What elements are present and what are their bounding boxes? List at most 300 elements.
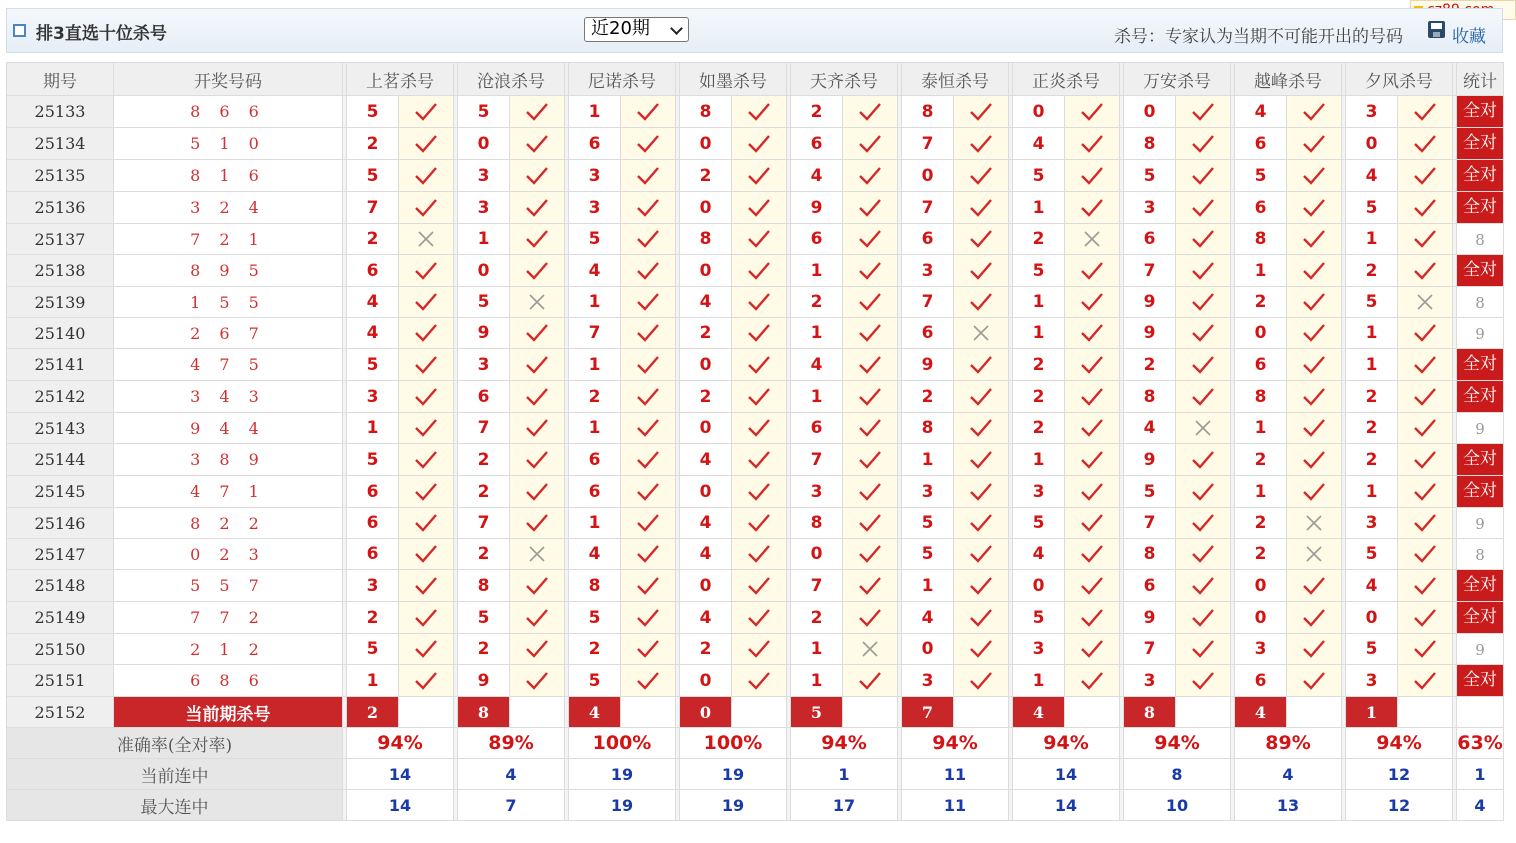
hit-count: 9 [1475, 324, 1485, 343]
draw-number-cell: 3 4 3 [114, 381, 343, 413]
check-mark-icon [621, 634, 676, 665]
kill-number-cell: 2 [791, 602, 843, 634]
kill-number-cell: 3 [791, 476, 843, 508]
kill-number-cell: 8 [1124, 128, 1176, 160]
kill-number-cell: 0 [1013, 570, 1065, 602]
check-mark-icon [621, 192, 676, 224]
all-correct-badge: 全对 [1457, 476, 1503, 507]
stat-cell [1457, 413, 1504, 444]
kill-number-cell: 8 [902, 413, 954, 444]
kill-number-cell: 4 [680, 539, 732, 570]
check-mark-icon [399, 508, 454, 539]
kill-number-cell: 3 [902, 476, 954, 508]
kill-number-cell: 2 [1235, 287, 1287, 318]
check-mark-icon [399, 192, 454, 224]
kill-number-cell: 9 [1124, 318, 1176, 349]
draw-number-cell: 8 2 2 [114, 508, 343, 539]
period-select[interactable] [584, 17, 689, 42]
check-mark-icon [399, 381, 454, 413]
check-mark-icon [621, 381, 676, 413]
check-mark-icon [732, 349, 787, 381]
check-mark-icon [399, 96, 454, 128]
check-mark-icon [510, 224, 565, 255]
check-mark-icon [1065, 192, 1120, 224]
kill-number-cell: 2 [791, 287, 843, 318]
check-mark-icon [1398, 634, 1453, 665]
kill-number-cell: 2 [458, 476, 510, 508]
kill-number-cell: 0 [1124, 96, 1176, 128]
kill-number-cell: 1 [569, 349, 621, 381]
check-mark-icon [843, 255, 898, 287]
check-mark-icon [1176, 476, 1231, 508]
column-header-issue: 期号 [7, 63, 114, 96]
draw-number-cell: 9 4 4 [114, 413, 343, 444]
kill-number-cell: 5 [347, 96, 399, 128]
kill-number-cell: 2 [347, 224, 399, 255]
accuracy-value: 89% [1235, 728, 1342, 759]
empty-cell [954, 697, 1009, 728]
check-mark-icon [1287, 413, 1342, 444]
check-mark-icon [1398, 128, 1453, 160]
kill-number-cell: 1 [1013, 287, 1065, 318]
kill-number-cell: 2 [1013, 413, 1065, 444]
streak-value: 19 [680, 759, 787, 790]
kill-number-cell: 7 [791, 444, 843, 476]
check-mark-icon [1398, 349, 1453, 381]
check-mark-icon [1287, 192, 1342, 224]
check-mark-icon [621, 508, 676, 539]
draw-number-cell: 8 6 6 [114, 96, 343, 128]
all-correct-badge: 全对 [1457, 255, 1503, 286]
kill-number-cell: 0 [680, 128, 732, 160]
kill-number-cell: 5 [1013, 602, 1065, 634]
draw-number-cell: 8 9 5 [114, 255, 343, 287]
check-mark-icon [954, 634, 1009, 665]
streak-value: 1 [791, 759, 898, 790]
kill-number-table [6, 62, 1504, 821]
kill-number-cell: 0 [458, 255, 510, 287]
issue-cell: 25149 [7, 602, 114, 634]
check-mark-icon [732, 192, 787, 224]
check-mark-icon [621, 255, 676, 287]
streak-value: 11 [902, 790, 1009, 821]
check-mark-icon [732, 318, 787, 349]
check-mark-icon [1287, 349, 1342, 381]
current-kill-number: 7 [902, 697, 954, 728]
table-row [7, 96, 1504, 128]
check-mark-icon [954, 255, 1009, 287]
all-correct-badge: 全对 [1457, 349, 1503, 380]
current-kill-number: 0 [680, 697, 732, 728]
kill-number-cell: 6 [569, 128, 621, 160]
current-kill-number: 1 [1346, 697, 1398, 728]
cross-mark-icon [954, 318, 1009, 349]
cross-mark-icon [1176, 413, 1231, 444]
kill-number-cell: 7 [902, 192, 954, 224]
kill-number-cell: 6 [902, 224, 954, 255]
all-correct-badge: 全对 [1457, 192, 1503, 223]
check-mark-icon [399, 287, 454, 318]
draw-number-cell: 3 2 4 [114, 192, 343, 224]
kill-number-cell: 9 [1124, 287, 1176, 318]
stat-cell [1457, 444, 1504, 476]
streak-value: 14 [347, 790, 454, 821]
check-mark-icon [399, 634, 454, 665]
streak-value: 8 [1124, 759, 1231, 790]
kill-number-cell: 5 [1346, 287, 1398, 318]
kill-number-cell: 1 [1346, 349, 1398, 381]
kill-number-cell: 1 [1235, 413, 1287, 444]
kill-number-cell: 7 [458, 508, 510, 539]
kill-number-cell: 9 [791, 192, 843, 224]
column-header-expert: 夕风杀号 [1346, 63, 1453, 96]
kill-number-cell: 1 [347, 665, 399, 697]
kill-number-cell: 6 [902, 318, 954, 349]
kill-number-cell: 3 [1235, 634, 1287, 665]
kill-number-cell: 2 [680, 160, 732, 192]
check-mark-icon [954, 665, 1009, 697]
check-mark-icon [1065, 96, 1120, 128]
table-row [7, 160, 1504, 192]
kill-number-cell: 0 [902, 634, 954, 665]
check-mark-icon [621, 444, 676, 476]
kill-number-cell: 7 [458, 413, 510, 444]
column-header-expert: 越峰杀号 [1235, 63, 1342, 96]
kill-number-cell: 5 [1013, 160, 1065, 192]
kill-number-cell: 1 [791, 665, 843, 697]
check-mark-icon [1176, 287, 1231, 318]
check-mark-icon [954, 192, 1009, 224]
current-kill-number: 4 [1235, 697, 1287, 728]
check-mark-icon [399, 349, 454, 381]
check-mark-icon [954, 602, 1009, 634]
issue-cell: 25151 [7, 665, 114, 697]
kill-number-cell: 4 [347, 318, 399, 349]
kill-number-cell: 1 [1013, 318, 1065, 349]
kill-number-cell: 5 [347, 444, 399, 476]
kill-number-cell: 7 [569, 318, 621, 349]
column-header-expert: 上茗杀号 [347, 63, 454, 96]
table-row [7, 476, 1504, 508]
kill-number-cell: 5 [1346, 192, 1398, 224]
summary-row [7, 790, 1504, 821]
check-mark-icon [843, 413, 898, 444]
kill-number-cell: 0 [1013, 96, 1065, 128]
check-mark-icon [1287, 255, 1342, 287]
check-mark-icon [1398, 665, 1453, 697]
check-mark-icon [732, 413, 787, 444]
check-mark-icon [1065, 634, 1120, 665]
streak-value: 1 [1457, 759, 1504, 790]
check-mark-icon [1065, 255, 1120, 287]
kill-number-cell: 4 [1013, 128, 1065, 160]
check-mark-icon [1287, 570, 1342, 602]
check-mark-icon [732, 444, 787, 476]
floppy-disk-icon[interactable] [1428, 21, 1445, 38]
kill-number-cell: 6 [791, 128, 843, 160]
kill-number-cell: 3 [1346, 665, 1398, 697]
check-mark-icon [399, 255, 454, 287]
kill-number-cell: 0 [680, 476, 732, 508]
check-mark-icon [1398, 318, 1453, 349]
kill-number-cell: 9 [1124, 602, 1176, 634]
draw-number-cell: 5 5 7 [114, 570, 343, 602]
column-header-expert: 如墨杀号 [680, 63, 787, 96]
kill-number-cell: 0 [680, 570, 732, 602]
kill-number-cell: 2 [680, 318, 732, 349]
check-mark-icon [954, 287, 1009, 318]
column-header-expert: 天齐杀号 [791, 63, 898, 96]
check-mark-icon [1176, 96, 1231, 128]
check-mark-icon [1287, 381, 1342, 413]
cross-mark-icon [510, 287, 565, 318]
check-mark-icon [1176, 255, 1231, 287]
kill-number-cell: 5 [458, 287, 510, 318]
streak-value: 14 [347, 759, 454, 790]
kill-number-cell: 0 [680, 665, 732, 697]
kill-number-cell: 3 [347, 381, 399, 413]
kill-number-cell: 0 [1235, 602, 1287, 634]
kill-number-cell: 4 [1013, 539, 1065, 570]
empty-cell [732, 697, 787, 728]
check-mark-icon [1176, 665, 1231, 697]
kill-number-cell: 3 [347, 570, 399, 602]
issue-cell: 25133 [7, 96, 114, 128]
check-mark-icon [732, 508, 787, 539]
check-mark-icon [1176, 444, 1231, 476]
empty-cell [621, 697, 676, 728]
check-mark-icon [1287, 128, 1342, 160]
kill-number-cell: 6 [458, 381, 510, 413]
kill-number-cell: 8 [569, 570, 621, 602]
kill-number-cell: 5 [569, 602, 621, 634]
check-mark-icon [510, 476, 565, 508]
table-row [7, 444, 1504, 476]
check-mark-icon [399, 128, 454, 160]
kill-number-cell: 0 [1235, 570, 1287, 602]
issue-cell: 25137 [7, 224, 114, 255]
empty-cell [510, 697, 565, 728]
kill-number-cell: 4 [902, 602, 954, 634]
accuracy-value: 100% [569, 728, 676, 759]
stat-cell [1457, 318, 1504, 349]
table-row [7, 381, 1504, 413]
check-mark-icon [732, 476, 787, 508]
table-row [7, 318, 1504, 349]
streak-value: 12 [1346, 790, 1453, 821]
cross-mark-icon [1287, 508, 1342, 539]
issue-cell: 25139 [7, 287, 114, 318]
streak-value: 14 [1013, 790, 1120, 821]
cross-mark-icon [1287, 539, 1342, 570]
kill-number-cell: 2 [791, 96, 843, 128]
kill-number-cell: 2 [347, 602, 399, 634]
check-mark-icon [621, 96, 676, 128]
kill-number-cell: 3 [1346, 508, 1398, 539]
check-mark-icon [1065, 287, 1120, 318]
streak-value: 17 [791, 790, 898, 821]
kill-number-cell: 2 [1235, 444, 1287, 476]
page-title: 排3直选十位杀号 [36, 24, 167, 44]
accuracy-value: 100% [680, 728, 787, 759]
accuracy-value: 89% [458, 728, 565, 759]
kill-number-cell: 7 [1124, 508, 1176, 539]
kill-number-cell: 1 [347, 413, 399, 444]
check-mark-icon [843, 444, 898, 476]
draw-number-cell: 1 5 5 [114, 287, 343, 318]
kill-number-cell: 3 [1013, 476, 1065, 508]
stat-cell [1457, 255, 1504, 287]
kill-number-cell: 5 [1124, 160, 1176, 192]
kill-number-cell: 2 [458, 444, 510, 476]
kill-number-cell: 3 [569, 192, 621, 224]
kill-number-cell: 3 [1346, 96, 1398, 128]
kill-number-cell: 1 [1346, 224, 1398, 255]
empty-cell [1176, 697, 1231, 728]
column-header-expert: 尼诺杀号 [569, 63, 676, 96]
check-mark-icon [843, 287, 898, 318]
check-mark-icon [1176, 381, 1231, 413]
check-mark-icon [621, 665, 676, 697]
check-mark-icon [621, 224, 676, 255]
check-mark-icon [1176, 570, 1231, 602]
all-correct-badge: 全对 [1457, 444, 1503, 475]
kill-number-cell: 4 [1124, 413, 1176, 444]
kill-number-cell: 4 [791, 160, 843, 192]
check-mark-icon [510, 318, 565, 349]
all-correct-badge: 全对 [1457, 160, 1503, 191]
check-mark-icon [621, 476, 676, 508]
kill-number-cell: 4 [1235, 96, 1287, 128]
kill-number-cell: 8 [791, 508, 843, 539]
kill-number-cell: 0 [680, 255, 732, 287]
kill-number-cell: 2 [458, 539, 510, 570]
table-header-row [7, 63, 1504, 96]
check-mark-icon [399, 665, 454, 697]
check-mark-icon [1287, 287, 1342, 318]
kill-number-cell: 4 [680, 508, 732, 539]
check-mark-icon [621, 160, 676, 192]
check-mark-icon [1065, 539, 1120, 570]
table-row [7, 287, 1504, 318]
check-mark-icon [510, 508, 565, 539]
kill-number-cell: 2 [902, 381, 954, 413]
cross-mark-icon [510, 539, 565, 570]
stat-cell [1457, 224, 1504, 255]
kill-number-cell: 2 [1346, 255, 1398, 287]
cross-mark-icon [843, 634, 898, 665]
current-kill-number: 8 [1124, 697, 1176, 728]
check-mark-icon [510, 665, 565, 697]
kill-number-cell: 6 [791, 224, 843, 255]
check-mark-icon [399, 476, 454, 508]
check-mark-icon [1398, 96, 1453, 128]
check-mark-icon [1287, 444, 1342, 476]
accuracy-value: 94% [791, 728, 898, 759]
kill-number-cell: 0 [458, 128, 510, 160]
kill-number-cell: 2 [569, 634, 621, 665]
kill-number-cell: 2 [569, 381, 621, 413]
kill-number-cell: 5 [1013, 508, 1065, 539]
check-mark-icon [1065, 128, 1120, 160]
hit-count: 8 [1475, 545, 1485, 564]
streak-value: 11 [902, 759, 1009, 790]
check-mark-icon [1065, 570, 1120, 602]
check-mark-icon [1176, 602, 1231, 634]
kill-number-cell: 4 [680, 444, 732, 476]
kill-number-cell: 8 [458, 570, 510, 602]
kill-number-cell: 2 [1346, 413, 1398, 444]
kill-number-cell: 1 [569, 413, 621, 444]
kill-number-cell: 1 [569, 508, 621, 539]
issue-cell: 25140 [7, 318, 114, 349]
kill-number-cell: 1 [1013, 192, 1065, 224]
kill-number-cell: 1 [791, 381, 843, 413]
check-mark-icon [843, 128, 898, 160]
kill-number-cell: 9 [1124, 444, 1176, 476]
check-mark-icon [732, 602, 787, 634]
check-mark-icon [510, 444, 565, 476]
issue-cell: 25141 [7, 349, 114, 381]
check-mark-icon [1398, 413, 1453, 444]
column-header-expert: 沧浪杀号 [458, 63, 565, 96]
kill-number-cell: 5 [1235, 160, 1287, 192]
favorite-link[interactable]: 收藏 [1452, 27, 1486, 47]
kill-number-cell: 5 [1013, 255, 1065, 287]
check-mark-icon [399, 318, 454, 349]
kill-number-cell: 6 [347, 476, 399, 508]
kill-number-cell: 8 [902, 96, 954, 128]
kill-number-cell: 7 [1124, 634, 1176, 665]
kill-number-cell: 7 [1124, 255, 1176, 287]
issue-cell: 25147 [7, 539, 114, 570]
stat-cell [1457, 381, 1504, 413]
issue-cell: 25152 [7, 697, 114, 728]
kill-number-cell: 1 [458, 224, 510, 255]
check-mark-icon [954, 413, 1009, 444]
stat-cell [1457, 476, 1504, 508]
check-mark-icon [510, 96, 565, 128]
kill-number-cell: 1 [1346, 318, 1398, 349]
check-mark-icon [1176, 349, 1231, 381]
accuracy-value: 94% [347, 728, 454, 759]
kill-number-cell: 8 [680, 96, 732, 128]
streak-value: 12 [1346, 759, 1453, 790]
stat-cell [1457, 287, 1504, 318]
check-mark-icon [1176, 224, 1231, 255]
checkbox-square-icon [13, 24, 26, 37]
check-mark-icon [1287, 224, 1342, 255]
check-mark-icon [732, 287, 787, 318]
kill-number-cell: 1 [902, 570, 954, 602]
column-header-expert: 万安杀号 [1124, 63, 1231, 96]
chevron-down-icon [670, 22, 683, 35]
check-mark-icon [621, 413, 676, 444]
streak-value: 19 [569, 790, 676, 821]
stat-cell [1457, 128, 1504, 160]
empty-cell [1398, 697, 1453, 728]
table-body [7, 96, 1504, 821]
check-mark-icon [1287, 602, 1342, 634]
draw-number-cell: 8 1 6 [114, 160, 343, 192]
kill-number-cell: 5 [902, 539, 954, 570]
check-mark-icon [954, 508, 1009, 539]
issue-cell: 25142 [7, 381, 114, 413]
kill-number-cell: 6 [569, 476, 621, 508]
kill-number-cell: 9 [458, 665, 510, 697]
kill-number-cell: 7 [347, 192, 399, 224]
table-row [7, 634, 1504, 665]
